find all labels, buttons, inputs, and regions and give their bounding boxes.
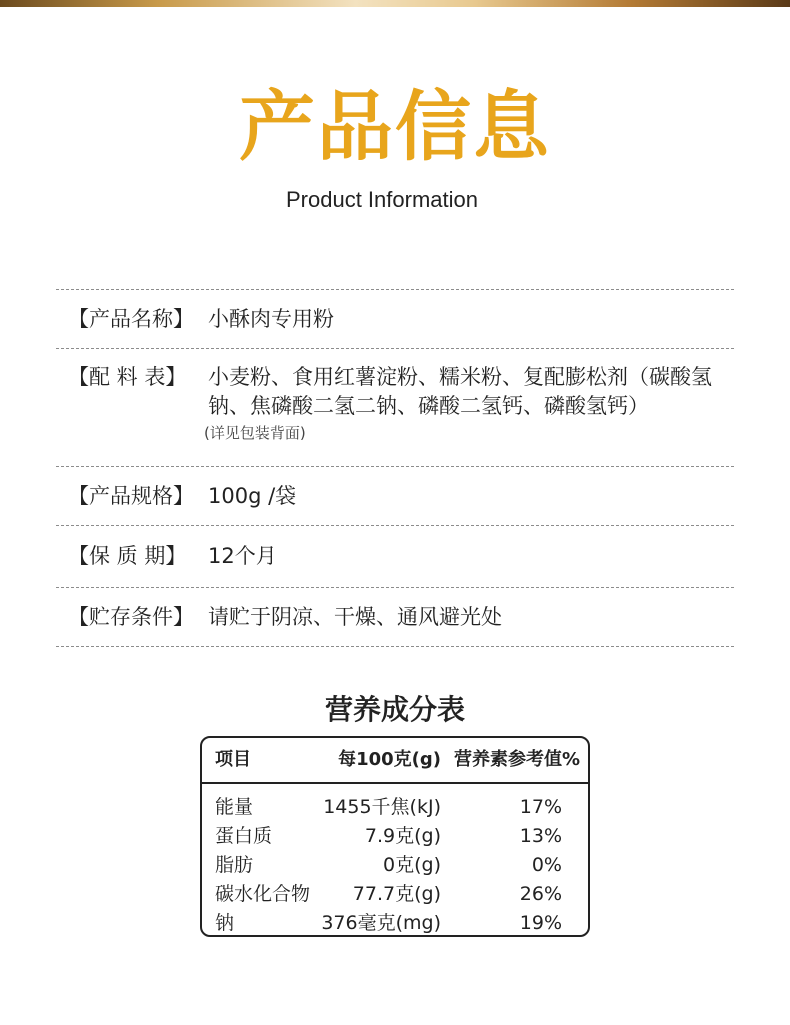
info-label: 【配 料 表】	[68, 365, 187, 389]
nutrient-name: 碳水化合物	[215, 883, 311, 905]
nutrition-title: 营养成分表	[324, 693, 465, 726]
nutrient-amount: 0克(g)	[383, 854, 441, 876]
nutrient-name: 脂肪	[215, 854, 254, 876]
nutrient-nrv: 17%	[519, 796, 562, 818]
header-nrv: 营养素参考值%	[453, 749, 580, 770]
table-row	[202, 822, 588, 851]
product-info-list	[56, 289, 734, 647]
nutrition-table	[200, 736, 590, 937]
info-value: 小麦粉、食用红薯淀粉、糯米粉、复配膨松剂（碳酸氢钠、焦磷酸二氢二钠、磷酸二氢钙、磷酸氢钙）	[208, 365, 712, 418]
header-item: 项目	[215, 749, 251, 770]
info-note: (详见包装背面)	[204, 424, 306, 442]
nutrient-amount: 77.7克(g)	[352, 883, 441, 905]
page-title: 产品信息	[239, 82, 551, 171]
info-row-name	[56, 290, 734, 349]
nutrient-nrv: 26%	[519, 883, 562, 905]
info-row-shelf-life	[56, 526, 734, 588]
header-per100: 每100克(g)	[338, 749, 441, 770]
info-label: 【贮存条件】	[68, 604, 194, 629]
table-row	[202, 880, 588, 909]
info-value: 请贮于阴凉、干燥、通风避光处	[208, 604, 502, 629]
nutrient-nrv: 19%	[519, 912, 562, 934]
info-label: 【产品规格】	[68, 483, 194, 508]
info-value: 12个月	[208, 544, 277, 568]
table-row	[202, 793, 588, 822]
table-row	[202, 851, 588, 880]
nutrient-amount: 1455千焦(kJ)	[323, 796, 441, 818]
info-row-ingredients	[56, 349, 734, 467]
nutrient-amount: 376毫克(mg)	[321, 912, 441, 934]
nutrient-name: 能量	[215, 796, 254, 818]
nutrient-nrv: 0%	[531, 854, 562, 876]
info-label: 【保 质 期】	[68, 544, 187, 568]
nutrition-body	[202, 784, 588, 937]
info-row-storage	[56, 588, 734, 647]
nutrient-amount: 7.9克(g)	[364, 825, 441, 847]
info-value: 小酥肉专用粉	[208, 306, 334, 331]
info-label: 【产品名称】	[68, 306, 194, 331]
info-value: 100g /袋	[208, 483, 297, 508]
nutrient-nrv: 13%	[519, 825, 562, 847]
table-row	[202, 909, 588, 937]
page-subtitle: Product Information	[286, 187, 478, 212]
info-row-spec	[56, 467, 734, 526]
nutrient-name: 钠	[215, 912, 235, 934]
nutrition-header-row	[202, 738, 588, 784]
nutrient-name: 蛋白质	[215, 825, 273, 847]
top-banner-strip	[0, 0, 790, 7]
